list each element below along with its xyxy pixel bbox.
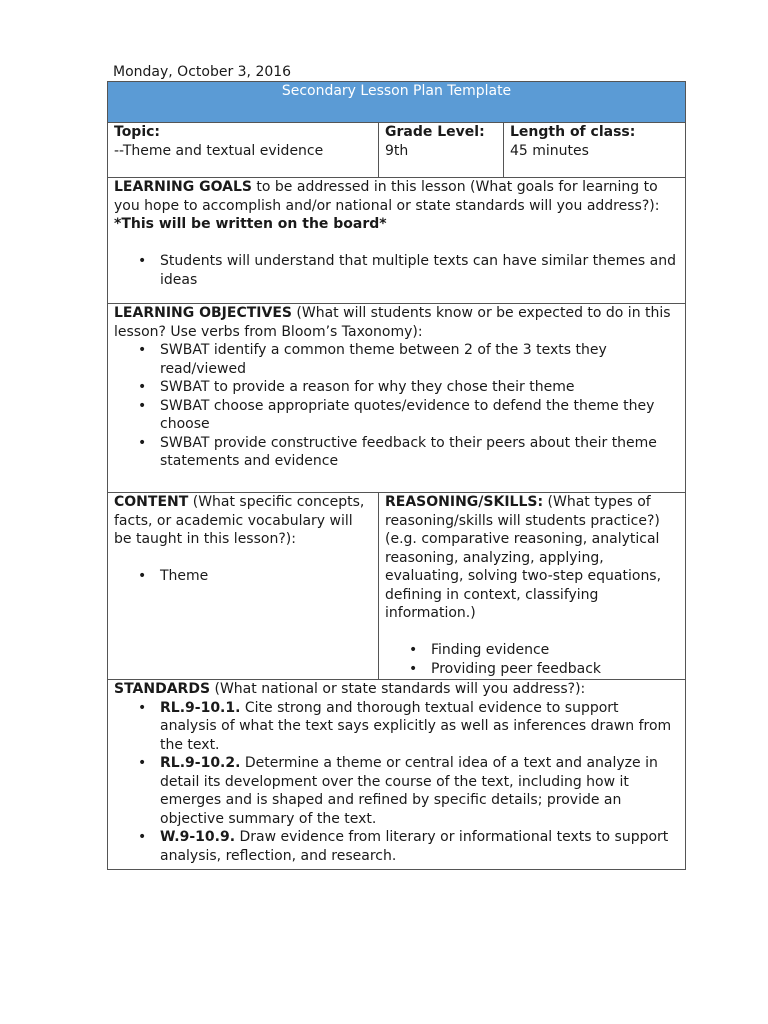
board-note: *This will be written on the board* [114,216,387,232]
reasoning-list [385,641,679,678]
goals-intro-text: to be addressed in this lesson (What goals for learning to you hope to accomplish and/or national or state standards will you address?): [114,179,660,214]
objectives-row [108,303,685,492]
goals-label: LEARNING GOALS [114,179,252,195]
reasoning-cell [378,493,685,679]
list-item: • SWBAT choose appropriate quotes/evidence to defend the theme they choose [160,397,679,434]
list-item: • Finding evidence [431,641,679,660]
document-date: Monday, October 3, 2016 [113,64,292,80]
standards-cell [108,680,685,869]
list-item: • SWBAT identify a common theme between 2 of the 3 texts they read/viewed [160,341,679,378]
objectives-label: LEARNING OBJECTIVES [114,305,292,321]
standard-code: RL.9-10.1. [160,699,241,716]
list-item: • Students will understand that multiple texts can have similar themes and ideas [160,252,679,289]
standards-list [114,699,679,866]
list-item: • SWBAT provide constructive feedback to their peers about their theme statements and evidence [160,434,679,471]
objectives-intro [114,304,679,341]
topic-label: Topic: [114,124,161,140]
list-item [160,699,679,755]
content-intro [114,493,372,549]
standards-intro-text: (What national or state standards will you address?): [210,681,586,697]
standard-code: W.9-10.9. [160,829,236,845]
list-item: • Theme [160,567,372,586]
standards-intro [114,680,679,699]
content-list [114,567,372,586]
goals-row [108,177,685,303]
grade-value: 9th [385,142,409,159]
list-item [160,828,679,865]
template-title: Secondary Lesson Plan Template [108,82,685,122]
length-label: Length of class: [510,124,636,140]
standard-text: Determine a theme or central idea of a text and analyze in detail its development over the course of the text, including how it emerges and is shaped and refined by specific details; provide an objective summary of the text. [160,755,658,827]
standards-row [108,679,685,869]
goals-cell [108,178,685,303]
reasoning-intro [385,493,679,623]
list-item: • Providing peer feedback [431,660,679,679]
list-item: • SWBAT to provide a reason for why they chose their theme [160,378,679,397]
objectives-list [114,341,679,471]
length-value: 45 minutes [510,142,589,159]
standard-text: Draw evidence from literary or informational texts to support analysis, reflection, and research. [160,829,669,864]
lesson-plan-table [107,81,686,870]
standard-text: Cite strong and thorough textual evidence to support analysis of what the text says explicitly as well as inferences drawn from the text. [160,699,672,753]
topic-value: --Theme and textual evidence [114,142,324,159]
content-reasoning-row [108,492,685,679]
title-row [108,82,685,122]
standard-code: RL.9-10.2. [160,755,241,771]
goals-list [114,252,679,289]
objectives-cell [108,304,685,492]
length-cell [503,123,685,177]
grade-label: Grade Level: [385,124,485,140]
content-label: CONTENT [114,494,189,510]
objectives-intro-text: (What will students know or be expected to do in this lesson? Use verbs from Bloom’s Taxonomy): [114,305,671,340]
goals-intro [114,178,679,234]
content-intro-text: (What specific concepts, facts, or academic vocabulary will be taught in this lesson?): [114,494,365,547]
info-row [108,122,685,177]
reasoning-intro-text: (What types of reasoning/skills will students practice?) (e.g. comparative reasoning, analytical reasoning, analyzing, applying, evaluating, solving two-step equations, defining in context, classifying information.) [385,494,662,621]
reasoning-label: REASONING/SKILLS: [385,494,544,510]
topic-cell [108,123,378,177]
list-item [160,754,679,828]
standards-label: STANDARDS [114,681,211,697]
grade-cell [378,123,503,177]
content-cell [108,493,378,679]
